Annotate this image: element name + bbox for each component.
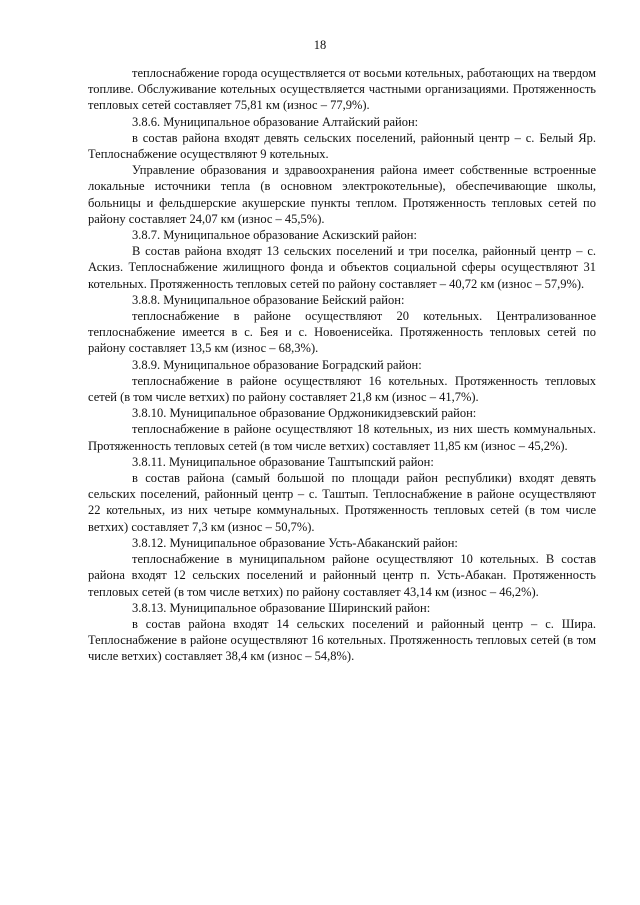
paragraph-shira: в состав района входят 14 сельских поселений и районный центр – с. Шира. Теплоснабжение в районе осуществляют 16 котельных. Протяженность тепловых сетей (в том числе ветхих) составляет 38,4 км (износ – 54,8%).: [88, 616, 596, 664]
paragraph-altai-composition: в состав района входят девять сельских поселений, районный центр – с. Белый Яр. Теплоснабжение осуществляют 9 котельных.: [88, 130, 596, 162]
section-heading-bograd: 3.8.9. Муниципальное образование Боградский район:: [132, 357, 422, 372]
page-number: 18: [313, 38, 327, 52]
section-heading-shira: 3.8.13. Муниципальное образование Ширинский район:: [132, 600, 431, 615]
paragraph-askiz: В состав района входят 13 сельских поселений и три поселка, районный центр – с. Аскиз. Теплоснабжение жилищного фонда и объектов социальной сферы осуществляют 31 котельных. Протяженность тепловых сетей по району составляет – 40,72 км (износ – 57,9%).: [88, 244, 596, 291]
paragraph-ordzhonikidze: теплоснабжение в районе осуществляют 18 котельных, из них шесть коммунальных. Протяженность тепловых сетей (в том числе ветхих) составляет 11,85 км (износ – 45,2%).: [88, 422, 596, 453]
section-heading-tashtyp: 3.8.11. Муниципальное образование Таштыпский район:: [132, 454, 434, 469]
section-heading-ordzhonikidze: 3.8.10. Муниципальное образование Орджоникидзевский район:: [132, 406, 477, 421]
page-body: [88, 65, 596, 665]
section-heading-altai: 3.8.6. Муниципальное образование Алтайский район:: [132, 114, 419, 129]
paragraph-tashtyp: в состав района (самый большой по площади район республики) входят девять сельских поселений, районный центр – с. Таштып. Теплоснабжение в районе осуществляют 22 котельных, из них четыре коммунальных. Протяженность тепловых сетей (в том числе ветхих) составляет 7,3 км (износ – 50,7%).: [88, 471, 596, 534]
paragraph-ust-abakan: теплоснабжение в муниципальном районе осуществляют 10 котельных. В состав района входят 12 сельских поселений и районный центр п. Усть-Абакан. Протяженность тепловых сетей (в том числе ветхих) по району составляет 43,14 км (износ – 46,2%).: [88, 552, 596, 599]
section-heading-ust-abakan: 3.8.12. Муниципальное образование Усть-Абаканский район:: [132, 535, 458, 550]
section-heading-beya: 3.8.8. Муниципальное образование Бейский район:: [132, 292, 405, 307]
paragraph-altai-heating: Управление образования и здравоохранения района имеет собственные встроенные локальные источники тепла (в основном электрокотельные), обеспечивающие школы, больницы и фельдшерские акушерские пункты теплом. Протяженность тепловых сетей по району составляет 24,07 км (износ – 45,5%).: [88, 163, 596, 226]
section-heading-askiz: 3.8.7. Муниципальное образование Аскизский район:: [132, 228, 417, 243]
paragraph-intro-city: теплоснабжение города осуществляется от восьми котельных, работающих на твердом топливе. Обслуживание котельных осуществляется частными организациями. Протяженность тепловых сетей составляет 75,81 км (износ – 77,9%).: [88, 66, 596, 113]
paragraph-bograd: теплоснабжение в районе осуществляют 16 котельных. Протяженность тепловых сетей (в том числе ветхих) по району составляет 21,8 км (износ – 41,7%).: [88, 373, 596, 405]
paragraph-beya: теплоснабжение в районе осуществляют 20 котельных. Централизованное теплоснабжение имеется в с. Бея и с. Новоенисейка. Протяженность тепловых сетей по району составляет 13,5 км (износ – 68,3%).: [88, 309, 596, 356]
